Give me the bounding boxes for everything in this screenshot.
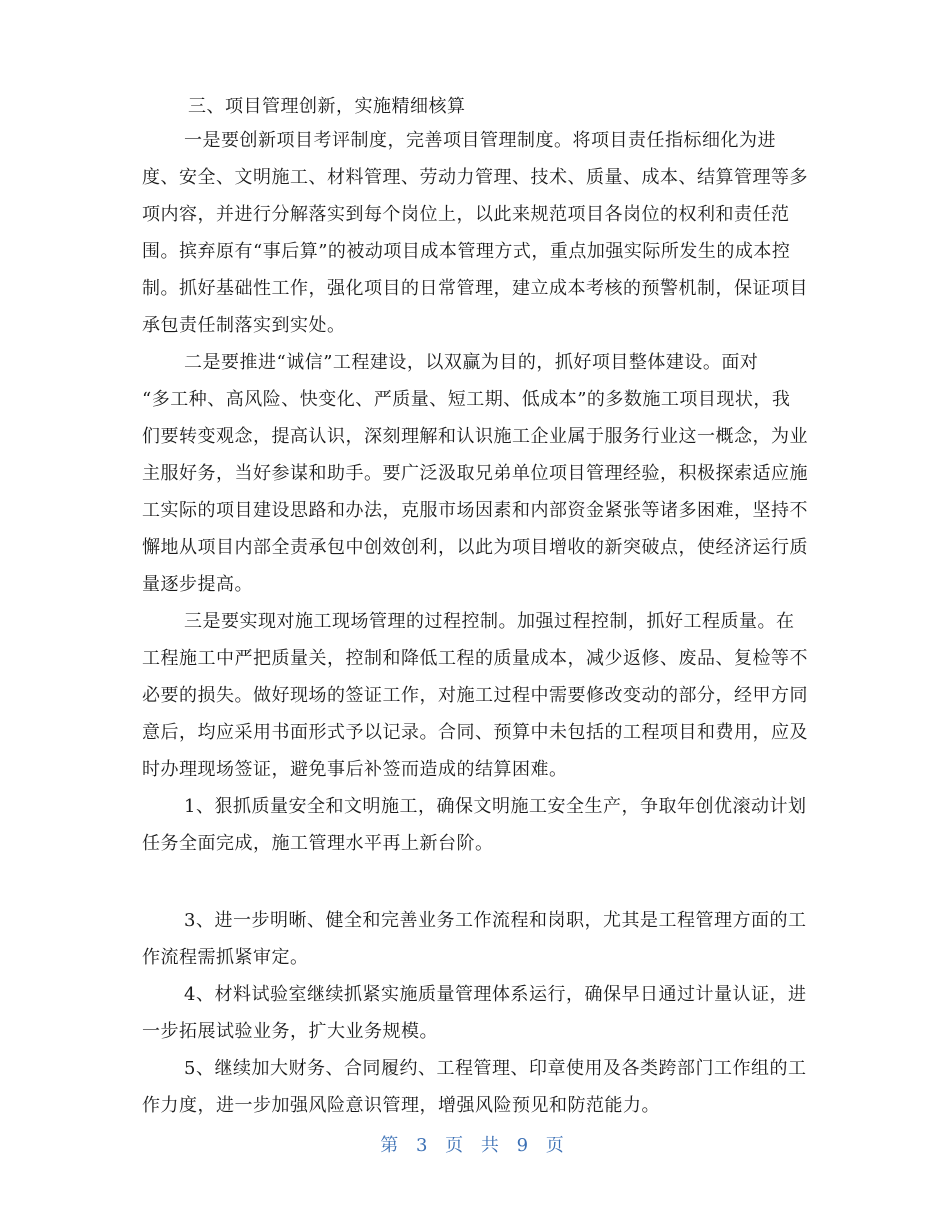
text-line: 作力度，进一步加强风险意识管理，增强风险预见和防范能力。 bbox=[142, 1095, 660, 1116]
text-line: 作流程需抓紧审定。 bbox=[142, 947, 309, 968]
list-item-1 bbox=[142, 790, 812, 864]
text-line: 们要转变观念，提高认识，深刻理解和认识施工企业属于服务行业这一概念，为业 bbox=[142, 426, 808, 447]
text-line: 工程施工中严把质量关，控制和降低工程的质量成本，减少返修、废品、复检等不 bbox=[142, 648, 808, 669]
list-item-5 bbox=[142, 1052, 812, 1126]
text-line: 懈地从项目内部全责承包中创效创利，以此为项目增收的新突破点，使经济运行质 bbox=[142, 537, 808, 558]
text-line: 承包责任制落实到实处。 bbox=[142, 315, 346, 336]
paragraph-site-process-control bbox=[142, 605, 812, 790]
text-line: 5、继续加大财务、合同履约、工程管理、印章使用及各类跨部门工作组的工 bbox=[184, 1058, 807, 1079]
text-line: 围。摈弃原有“事后算”的被动项目成本管理方式，重点加强实际所发生的成本控 bbox=[142, 241, 791, 262]
page-number-footer: 第 3 页 共 9 页 bbox=[380, 1135, 570, 1156]
blank-spacer bbox=[142, 864, 812, 904]
list-item-3 bbox=[142, 904, 812, 978]
text-line: 任务全面完成，施工管理水平再上新台阶。 bbox=[142, 833, 494, 854]
text-line: 必要的损失。做好现场的签证工作，对施工过程中需要修改变动的部分，经甲方同 bbox=[142, 685, 808, 706]
text-line: 时办理现场签证，避免事后补签而造成的结算困难。 bbox=[142, 759, 568, 780]
text-line: 三是要实现对施工现场管理的过程控制。加强过程控制，抓好工程质量。在 bbox=[184, 611, 795, 632]
text-line: 量逐步提高。 bbox=[142, 574, 253, 595]
paragraph-project-evaluation bbox=[142, 124, 812, 346]
text-line: 项内容，并进行分解落实到每个岗位上，以此来规范项目各岗位的权利和责任范 bbox=[142, 204, 790, 225]
text-line: 意后，均应采用书面形式予以记录。合同、预算中未包括的工程项目和费用，应及 bbox=[142, 722, 808, 743]
document-body bbox=[142, 90, 812, 1126]
text-line: 二是要推进“诚信”工程建设，以双赢为目的，抓好项目整体建设。面对 bbox=[184, 352, 759, 373]
text-line: 制。抓好基础性工作，强化项目的日常管理，建立成本考核的预警机制，保证项目 bbox=[142, 278, 808, 299]
text-line: 工实际的项目建设思路和办法，克服市场因素和内部资金紧张等诸多困难，坚持不 bbox=[142, 500, 808, 521]
text-line: 一步拓展试验业务，扩大业务规模。 bbox=[142, 1021, 438, 1042]
text-line: 4、材料试验室继续抓紧实施质量管理体系运行，确保早日通过计量认证，进 bbox=[184, 984, 807, 1005]
text-line: 1、狠抓质量安全和文明施工，确保文明施工安全生产，争取年创优滚动计划 bbox=[184, 796, 807, 817]
paragraph-integrity-project bbox=[142, 346, 812, 605]
text-line: 主服好务，当好参谋和助手。要广泛汲取兄弟单位项目管理经验，积极探索适应施 bbox=[142, 463, 808, 484]
text-line: “多工种、高风险、快变化、严质量、短工期、低成本”的多数施工项目现状，我 bbox=[142, 389, 791, 410]
section-heading: 三、项目管理创新，实施精细核算 bbox=[188, 96, 466, 117]
text-line: 一是要创新项目考评制度，完善项目管理制度。将项目责任指标细化为进 bbox=[184, 130, 776, 151]
list-item-4 bbox=[142, 978, 812, 1052]
text-line: 3、进一步明晰、健全和完善业务工作流程和岗职，尤其是工程管理方面的工 bbox=[184, 910, 807, 931]
text-line: 度、安全、文明施工、材料管理、劳动力管理、技术、质量、成本、结算管理等多 bbox=[142, 167, 808, 188]
